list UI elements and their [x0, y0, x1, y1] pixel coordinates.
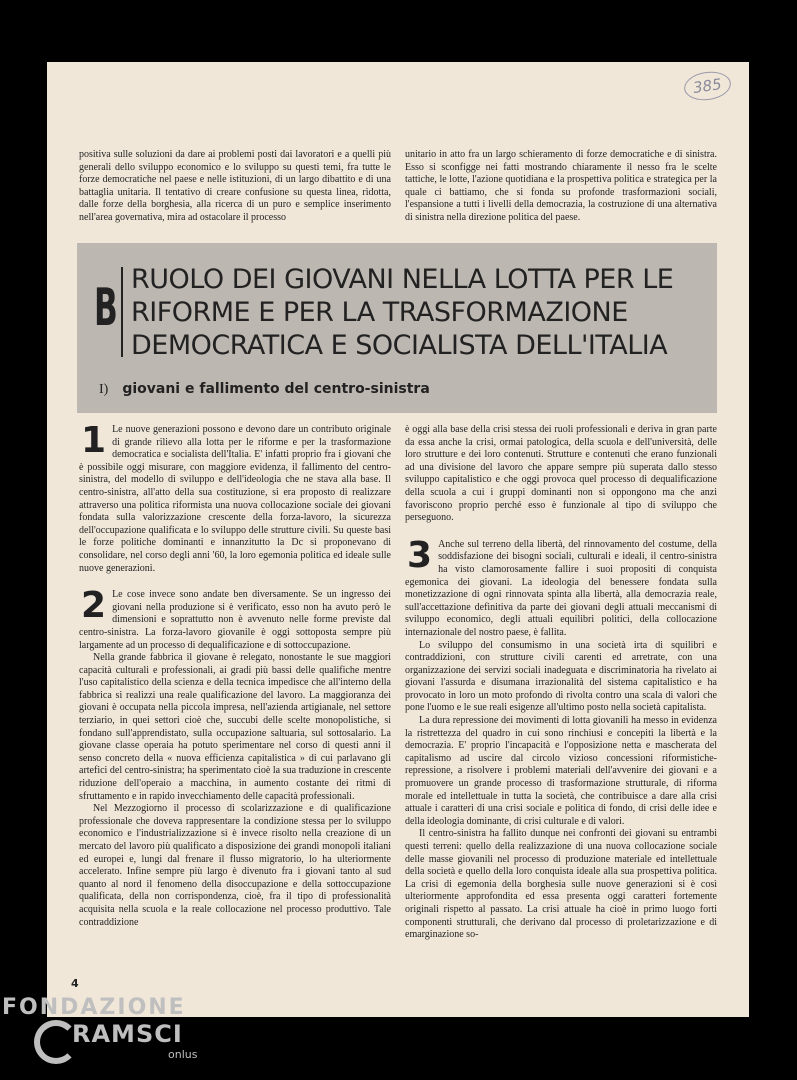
section-letter: B	[94, 278, 118, 338]
watermark-line-1: FONDAZIONE	[2, 995, 186, 1020]
top-right-paragraph: unitario in atto fra un largo schieramento di forze democratiche e di sinistra. Esso si sconfigge nei fatti mostrando chiaramente il nesso fra le scelte tattiche, le lotte, l'azione quotidiana e la prospettiva politica e strategica per la quale ci battiamo, che si fonda su profonde trasformazioni sociali, l'espansione a tutti i livelli della democrazia, la costruzione di una alternativa di sinistra nella direzione politica del paese.	[405, 149, 717, 223]
top-left-paragraph: positiva sulle soluzioni da dare ai problemi posti dai lavoratori e a quelli più generali dello sviluppo economico e lo sviluppo su questi temi, fra tutte le forze democratiche nel paese e nelle istituzioni, di un largo dibattito e di una battaglia unitaria. Il tentativo di creare confusione su questa linea, ridotta, dalle forze della borghesia, alla ricerca di un puro e semplice inserimento nell'area governativa, mira ad ostacolare il processo	[79, 149, 391, 223]
paragraph-number-2: 2	[81, 585, 107, 627]
page-number: 4	[71, 977, 79, 990]
paragraph-3d: Il centro-sinistra ha fallito dunque nei confronti dei giovani su entrambi questi terreni: quello della realizzazione di una nuova collocazione sociale delle masse giovanili nel processo di produzione materiale ed intellettuale della società e quello della loro conquista ideale alla sua prospettiva politica. La crisi di egemonia della borghesia sulle nuove generazioni si è così ulteriormente approfondita ed essa presenta oggi caratteri fortemente originali rispetto al passato. La crisi attuale ha cioè in primo luogo forti componenti strutturali, che derivano dal processo di proletarizzazione e di emarginazione so-	[405, 828, 717, 941]
paragraph-3	[405, 534, 717, 640]
subsection-title: giovani e fallimento del centro-sinistra	[122, 381, 430, 397]
section-title-line-1: RUOLO DEI GIOVANI NELLA LOTTA PER LE	[131, 264, 674, 295]
title-divider	[121, 267, 123, 357]
section-title-line-2: RIFORME E PER LA TRASFORMAZIONE	[131, 297, 628, 328]
paragraph-continuation: è oggi alla base della crisi stessa dei ruoli professionali e deriva in gran parte da essa anche la crisi, ormai patologica, della scuola e dell'università, delle loro strutture e dei loro contenuti. Strutture e contenuti che erano funzionali ad una divisione del lavoro che appare sempre più superata dallo stesso sviluppo capitalistico e che oggi provoca quel processo di dequalificazione della scuola a cui i gruppi dominanti non si oppongono ma che anzi favoriscono proprio perché esso è funzionale al tipo di sviluppo che perseguono.	[405, 424, 717, 524]
archive-watermark	[0, 990, 260, 1080]
paragraph-3c: La dura repressione dei movimenti di lotta giovanili ha messo in evidenza la ristrettezza del quadro in cui sono rinchiusi e concepiti la libertà e la democrazia. E' proprio l'incapacità e l'opposizione netta e mascherata del capitalismo ad uscire dal circolo vizioso concessioni riformistiche-repressione, a risolvere i problemi materiali dell'avvenire dei giovani e a promuovere un grande processo di trasformazione strutturale, di riforma morale ed intellettuale in tutta la società, che contribuisce a dare alla crisi attuale i caratteri di una crisi sociale e politica di fondo, di crisi delle idee e della ideologia dominante, di crisi culturale e di valori.	[405, 715, 717, 827]
subsection-heading	[99, 381, 430, 398]
paragraph-2c: Nel Mezzogiorno il processo di scolarizzazione e di qualificazione professionale che doveva rappresentare la condizione stessa per lo sviluppo economico e l'industrializzazione si è invece risolto nella creazione di un mercato del lavoro più qualificato a disposizione dei grandi monopoli italiani ed europei e, lungi dal frenare il flusso migratorio, lo ha ulteriormente accelerato. Infine sempre più largo è divenuto fra i giovani tanto al sud quanto al nord il fenomeno della disoccupazione e della sottoccupazione qualificata, della non corrispondenza, cioè, fra il tipo di professionalità acquisita nella scuola e la reale collocazione nel processo produttivo. Tale contraddizione	[79, 803, 391, 928]
paragraph-2-text: Le cose invece sono andate ben diversamente. Se un ingresso dei giovani nella produzione si è verificato, esso non ha avuto però le dimensioni e soprattutto non è avvenuto nelle forme previste dal centro-sinistra. La forza-lavoro giovanile è oggi sottoposta sempre più largamente ad un processo di dequalificazione e di sottoccupazione.	[79, 589, 391, 651]
document-page	[47, 62, 749, 1017]
paragraph-1-text: Le nuove generazioni possono e devono dare un contributo originale di grande rilievo alla lotta per le riforme e per la trasformazione democratica e socialista dell'Italia. E' infatti proprio fra i giovani che è possibile oggi misurare, con maggiore evidenza, il fallimento del centro-sinistra, del modello di sviluppo e dell'ideologia che ne stava alla base. Il centro-sinistra, all'atto della sua costituzione, si era proposto di realizzare attraverso una politica riformista una nuova collocazione sociale dei giovani fondata sulla valorizzazione crescente della forza-lavoro, la sicurezza dell'occupazione qualificata e lo sviluppo delle strutture civili. Su queste basi le forze politiche dominanti e innanzitutto la Dc si proponevano di consolidare, nel corso degli anni '60, la loro egemonia politica ed ideale sulle nuove generazioni.	[79, 424, 391, 574]
top-right-column	[405, 149, 717, 225]
subsection-number: I)	[99, 382, 109, 397]
paragraph-3b: Lo sviluppo del consumismo in una società irta di squilibri e contraddizioni, con strutture civili carenti ed arretrate, con una organizzazione dei servizi sociali inadeguata e discriminatoria ha rivelato ai giovani l'assurda e disumana irrazionalità del sistema capitalistico e ha provocato in loro un moto profondo di rivolta contro una scala di valori che pone l'uomo e le sue reali esigenze all'ultimo posto nella società capitalista.	[405, 639, 717, 714]
body-right-column	[405, 424, 717, 942]
section-title-line-3: DEMOCRATICA E SOCIALISTA DELL'ITALIA	[131, 330, 668, 361]
paragraph-3-text: Anche sul terreno della libertà, del rinnovamento del costume, della soddisfazione dei bisogni sociali, culturali e ideali, il centro-sinistra ha visto clamorosamente fallire i suoi propositi di conquista egemonica dei giovani. La ideologia del benessere fondata sulla monetizzazione di ogni rinnovata spinta alla libertà, alla democrazia reale, sull'accettazione definitiva da parte dei giovani degli attuali meccanismi di sviluppo economico, degli attuali equilibri politici, della collocazione internazionale del nostro paese, è fallita.	[405, 538, 717, 638]
top-left-column	[79, 149, 391, 225]
paragraph-1	[79, 420, 391, 575]
body-left-column	[79, 420, 391, 929]
section-banner	[77, 243, 717, 413]
watermark-line-3: onlus	[168, 1048, 198, 1061]
watermark-line-2: RAMSCI	[72, 1020, 183, 1048]
archive-number-stamp: 385	[682, 69, 732, 103]
paragraph-2b: Nella grande fabbrica il giovane è relegato, nonostante le sue maggiori capacità culturali e professionali, ai gradi più bassi delle qualifiche mentre l'uso capitalistico della scienza e della tecnica impedisce che all'interno della fabbrica si realizzi una reale qualificazione del lavoro. La maggioranza dei giovani è occupata nella piccola impresa, nell'azienda artigianale, nel settore terziario, in quei settori cioè che, succubi delle scelte monopolistiche, si fondano sull'apprendistato, sulla occupazione saltuaria, sul sottosalario. La giovane classe operaia ha potuto sperimentare nel corso di questi anni il senso concreto della « nuova efficienza capitalistica » di cui parlavano gli artefici del centro-sinistra; ha sperimentato cioè la sua traduzione in crescente riduzione dell'operaio a macchina, in aumento costante dei ritmi di sfruttamento e in rapido invecchiamento delle capacità professionali.	[79, 652, 391, 802]
paragraph-number-1: 1	[81, 420, 107, 461]
paragraph-2	[79, 585, 391, 652]
paragraph-number-3: 3	[407, 534, 433, 576]
